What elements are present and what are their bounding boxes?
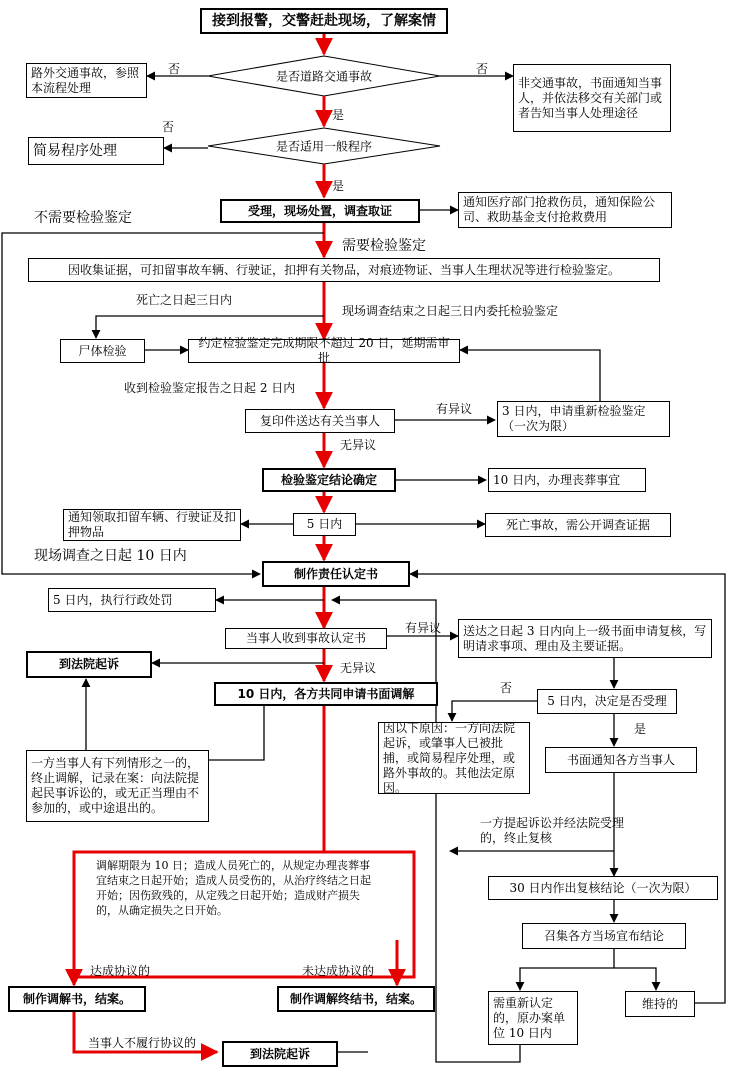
label-death-3days: 死亡之日起三日内 <box>136 293 233 307</box>
label-objection-2: 有异议 <box>405 621 442 635</box>
label-no-decide: 否 <box>500 681 513 695</box>
label-not-fulfil: 当事人不履行协议的 <box>88 1036 197 1050</box>
mediation-apply-box: 10 日内，各方共同申请书面调解 <box>214 682 438 706</box>
five-days-box: 5 日内 <box>293 513 356 536</box>
conclusion-box: 检验鉴定结论确定 <box>262 468 396 492</box>
review-apply-box: 送达之日起 3 日内向上一级书面申请复核，写明请求事项、理由及主要证据。 <box>458 619 712 658</box>
outside-road-accident-box: 路外交通事故，参照本流程处理 <box>26 63 147 98</box>
label-no-check-needed: 不需要检验鉴定 <box>34 210 132 226</box>
report-box: 接到报警，交警赶赴现场，了解案情 <box>200 8 448 34</box>
notify-medical-box: 通知医疗部门抢救伤员，通知保险公司、救助基金支付抢救费用 <box>458 192 672 228</box>
terminate-mediation-box: 一方当事人有下列情形之一的，终止调解，记录在案：向法院提起民事诉讼的，或无正当理由不参加的，或中途退出的。 <box>26 750 209 822</box>
announce-box: 召集各方当场宣布结论 <box>522 923 686 949</box>
label-objection-1: 有异议 <box>436 402 473 416</box>
accept-box: 受理，现场处置，调查取证 <box>220 199 420 223</box>
court-final-box: 到法院起诉 <box>222 1041 338 1067</box>
make-liability-box: 制作责任认定书 <box>262 561 410 587</box>
end-mediation-book-box: 制作调解终结书，结案。 <box>277 986 435 1012</box>
label-scene-3days: 现场调查结束之日起三日内委托检验鉴定 <box>342 304 559 318</box>
mediation-book-box: 制作调解书，结案。 <box>8 986 146 1012</box>
label-not-reached: 未达成协议的 <box>302 964 375 978</box>
mediation-period-note: 调解期限为 10 日；造成人员死亡的，从规定办理丧葬事宜结束之日起开始；造成人员受伤的，从治疗终结之日起开始；因伤致残的，从定残之日起开始；造成财产损失的，从确定损失之日开始。 <box>96 859 371 917</box>
autopsy-box: 尸体检验 <box>60 339 145 363</box>
label-no-objection-1: 无异议 <box>340 438 377 452</box>
copy-send-box: 复印件送达有关当事人 <box>245 409 395 433</box>
label-yes-general: 是 <box>332 179 345 193</box>
label-no-simple: 否 <box>162 120 175 134</box>
to-court-box: 到法院起诉 <box>26 651 152 678</box>
reasons-box: 因以下原因：一方向法院起诉，或肇事人已被批捕，或简易程序处理，或路外事故的。其他法定原因。 <box>378 722 530 794</box>
decide-accept-box: 5 日内，决定是否受理 <box>537 689 677 714</box>
notify-parties-box: 书面通知各方当事人 <box>545 747 697 773</box>
reapply-box: 3 日内，申请重新检验鉴定（一次为限） <box>497 401 670 437</box>
notify-pickup-box: 通知领取扣留车辆、行驶证及扣押物品 <box>63 509 241 541</box>
label-check-needed: 需要检验鉴定 <box>342 238 426 254</box>
admin-penalty-box: 5 日内，执行行政处罚 <box>48 588 216 612</box>
collect-evidence-box: 因收集证据，可扣留事故车辆、行驶证，扣押有关物品，对痕迹物证、当事人生理状况等进行检验鉴定。 <box>28 258 660 282</box>
label-yes-road: 是 <box>332 108 345 122</box>
label-no-nontraffic: 否 <box>476 62 489 76</box>
label-yes-decide: 是 <box>634 722 647 736</box>
decision-road-text: 是否道路交通事故 <box>275 69 373 84</box>
label-court-accepted: 一方提起诉讼并经法院受理的，终止复核 <box>480 816 625 845</box>
label-no-objection-2: 无异议 <box>340 661 377 675</box>
deadline-box: 约定检验鉴定完成期限不超过 20 日，延期需审批 <box>188 339 460 363</box>
label-report-2days: 收到检验鉴定报告之日起 2 日内 <box>124 381 296 395</box>
non-traffic-accident-box: 非交通事故，书面通知当事人，并依法移交有关部门或者告知当事人处理途径 <box>513 64 671 132</box>
review-result-box: 30 日内作出复核结论（一次为限） <box>488 876 718 900</box>
label-scene-10days: 现场调查之日起 10 日内 <box>34 548 187 564</box>
death-public-box: 死亡事故，需公开调查证据 <box>485 513 671 537</box>
label-reached: 达成协议的 <box>90 964 151 978</box>
decision-general-text: 是否适用一般程序 <box>275 139 373 154</box>
maintain-box: 维持的 <box>625 991 695 1017</box>
simple-procedure-box: 简易程序处理 <box>28 137 164 165</box>
recheck-box: 需重新认定的，原办案单位 10 日内 <box>488 991 578 1045</box>
label-no-road: 否 <box>168 62 181 76</box>
funeral-box: 10 日内，办理丧葬事宜 <box>488 468 646 492</box>
party-receive-box: 当事人收到事故认定书 <box>225 628 387 649</box>
